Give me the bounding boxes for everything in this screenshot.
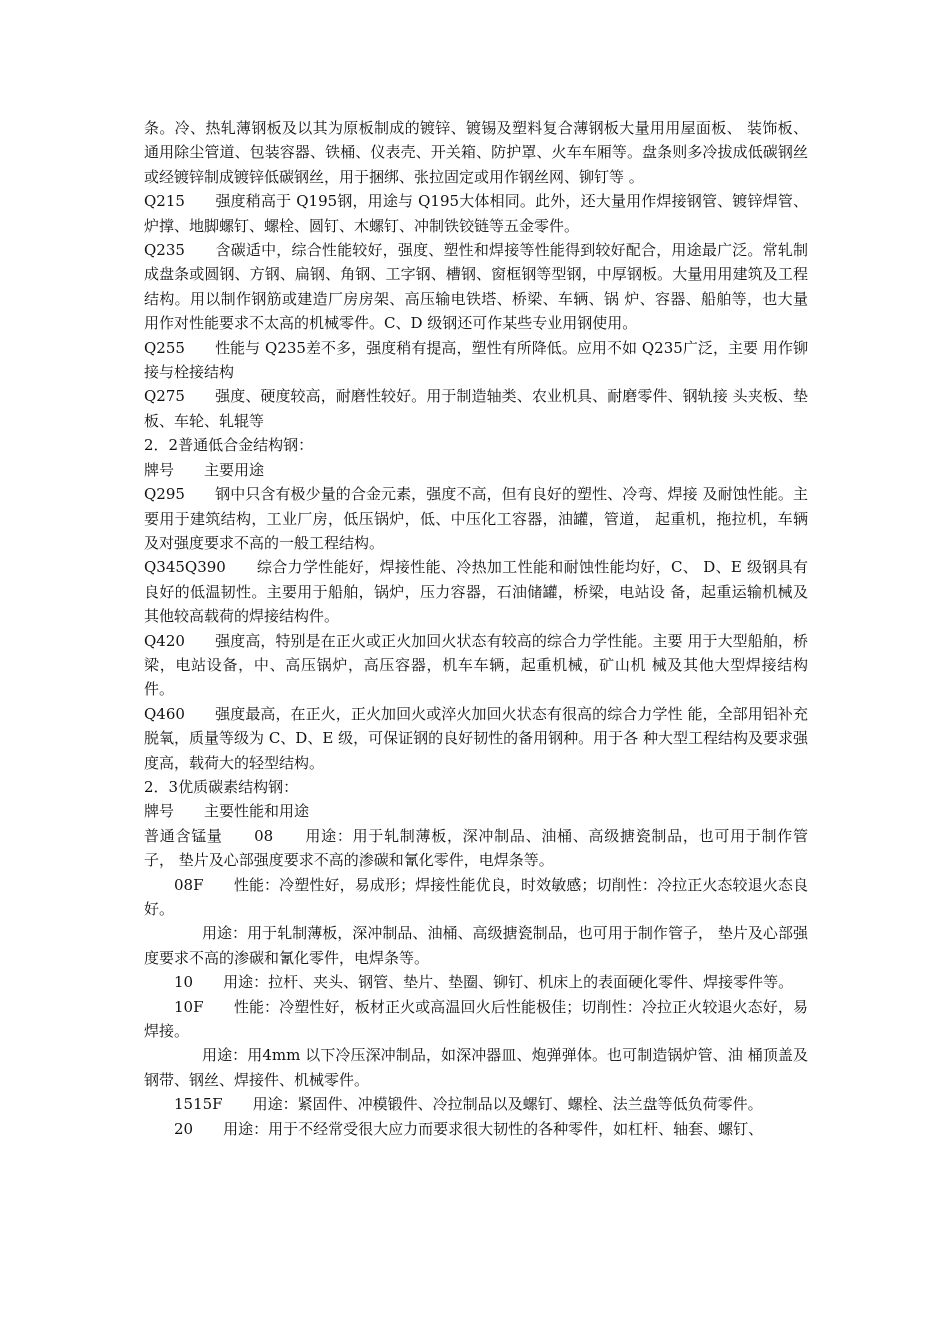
paragraph-q345-q390: Q345Q390 综合力学性能好，焊接性能、冷热加工性能和耐蚀性能均好，C、 D、E 级钢具有良好的低温韧性。主要用于船舶，锅炉，压力容器，石油储罐，桥梁，电站设 备，起重运输机械及其他较高载荷的焊接结构件。 xyxy=(144,558,808,626)
paragraph-10: 10 用途：拉杆、夹头、钢管、垫片、垫圈、铆钉、机床上的表面硬化零件、焊接零件等。 xyxy=(174,973,794,992)
section-heading-2-2: 2．2普通低合金结构钢： xyxy=(144,436,314,455)
document-body xyxy=(144,116,808,1141)
paragraph-08f-properties: 08F 性能：冷塑性好，易成形；焊接性能优良，时效敏感；切削性：冷拉正火态较退火态良好。 xyxy=(144,875,808,918)
paragraph-intro: 条。冷、热轧薄钢板及以其为原板制成的镀锌、镀锡及塑料复合薄钢板大量用用屋面板、 装饰板、通用除尘管道、包装容器、铁桶、仪表壳、开关箱、防护罩、火车车厢等。盘条则多冷拔成低碳钢丝或经镀锌制成镀锌低碳钢丝，用于捆绑、张拉固定或用作钢丝网、铆钉等 。 xyxy=(144,119,808,186)
paragraph-q420: Q420 强度高，特别是在正火或正火加回火状态有较高的综合力学性能。主要 用于大型船舶，桥梁，电站设备，中、高压锅炉，高压容器，机车车辆，起重机械，矿山机 械及其他大型焊接结构件。 xyxy=(144,631,808,699)
paragraph-1515f: 1515F 用途：紧固件、冲模锻件、冷拉制品以及螺钉、螺栓、法兰盘等低负荷零件。 xyxy=(174,1095,763,1114)
paragraph-q275: Q275 强度、硬度较高，耐磨性较好。用于制造轴类、农业机具、耐磨零件、钢轨接 头夹板、垫板、车轮、轧辊等 xyxy=(144,387,808,430)
paragraph-10f-uses: 用途：用4mm 以下冷压深冲制品，如深冲器皿、炮弹弹体。也可制造锅炉管、油 桶顶盖及钢带、钢丝、焊接件、机械零件。 xyxy=(144,1046,808,1089)
paragraph-q255: Q255 性能与 Q235差不多，强度稍有提高，塑性有所降低。应用不如 Q235广泛，主要 用作铆接与栓接结构 xyxy=(144,338,808,382)
paragraph-q235: Q235 含碳适中，综合性能较好，强度、塑性和焊接等性能得到较好配合，用途最广泛。常轧制成盘条或圆钢、方钢、扁钢、角钢、工字钢、槽钢、窗框钢等型钢，中厚钢板。大量用用建筑及工程结构。用以制作钢筋或建造厂房房架、高压输电铁塔、桥梁、车辆、锅 炉、容器、船舶等，也大量用作对性能要求不太高的机械零件。C、D 级钢还可作某些专业用钢使用。 xyxy=(144,241,808,333)
paragraph-10f-properties: 10F 性能：冷塑性好，板材正火或高温回火后性能极佳；切削性：冷拉正火较退火态好，易焊接。 xyxy=(144,997,808,1041)
column-header-2-3: 牌号 主要性能和用途 xyxy=(144,802,310,821)
paragraph-08: 普通含锰量 08 用途：用于轧制薄板，深冲制品、油桶、高级搪瓷制品，也可用于制作管子， 垫片及心部强度要求不高的渗碳和氰化零件，电焊条等。 xyxy=(144,826,808,870)
paragraph-q215: Q215 强度稍高于 Q195钢，用途与 Q195大体相同。此外，还大量用作焊接钢管、镀锌焊管、炉撑、地脚螺钉、螺栓、圆钉、木螺钉、冲制铁铰链等五金零件。 xyxy=(144,192,808,235)
paragraph-q460: Q460 强度最高，在正火，正火加回火或淬火加回火状态有很高的综合力学性 能，全部用铝补充脱氧，质量等级为 C、D、E 级，可保证钢的良好韧性的备用钢种。用于各 种大型工程结构及要求强度高，载荷大的轻型结构。 xyxy=(144,704,808,772)
paragraph-q295: Q295 钢中只含有极少量的合金元素，强度不高，但有良好的塑性、冷弯、焊接 及耐蚀性能。主要用于建筑结构，工业厂房，低压锅炉，低、中压化工容器，油罐，管道， 起重机，拖拉机，车辆及对强度要求不高的一般工程结构。 xyxy=(144,485,808,552)
section-heading-2-3: 2．3优质碳素结构钢： xyxy=(144,777,299,796)
column-header-2-2: 牌号 主要用途 xyxy=(144,460,265,479)
paragraph-08f-uses: 用途：用于轧制薄板，深冲制品、油桶、高级搪瓷制品，也可用于制作管子， 垫片及心部强度要求不高的渗碳和氰化零件，电焊条等。 xyxy=(144,924,808,967)
paragraph-20: 20 用途：用于不经常受很大应力而要求很大韧性的各种零件，如杠杆、轴套、螺钉、 xyxy=(174,1119,764,1138)
